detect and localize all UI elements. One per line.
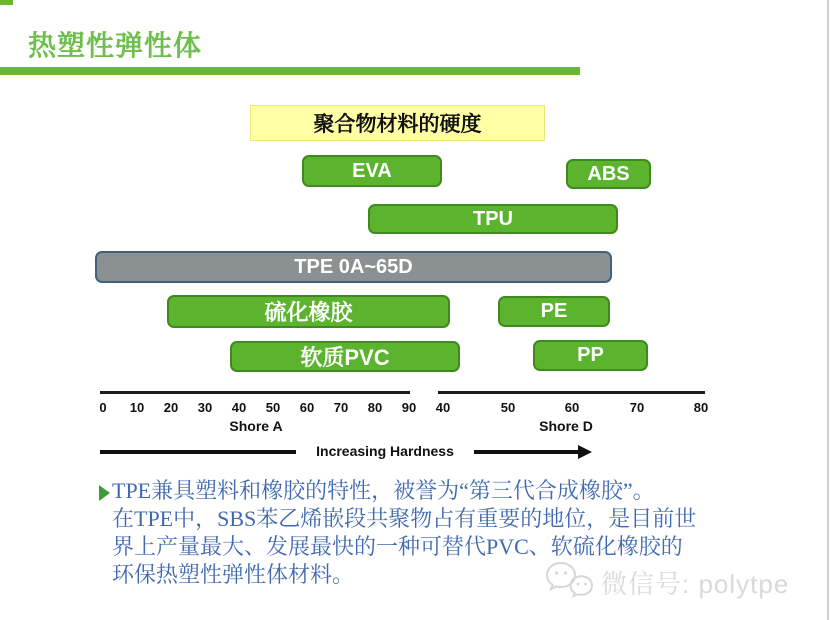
shore-a-tick: 90 [401,400,417,415]
hardness-arrow-label: Increasing Hardness [316,443,454,459]
bar-vulcanized-rubber: 硫化橡胶 [167,295,450,328]
shore-a-tick: 50 [265,400,281,415]
title-underline [0,67,580,75]
shore-d-tick: 80 [693,400,709,415]
wechat-icon [545,560,595,605]
body-line: TPE兼具塑料和橡胶的特性，被誉为“第三代合成橡胶”。 [112,478,655,503]
shore-d-tick: 50 [500,400,516,415]
chart-title: 聚合物材料的硬度 [313,113,482,136]
bar-pp: PP [533,340,648,371]
bar-tpu: TPU [368,204,618,234]
shore-a-tick: 60 [299,400,315,415]
bar-pe: PE [498,296,610,327]
shore-d-axis-line [438,391,705,394]
shore-d-tick: 40 [435,400,451,415]
shore-a-tick: 0 [99,400,107,415]
bar-soft-pvc: 软质PVC [230,341,460,372]
shore-d-tick: 70 [629,400,645,415]
chart-title-box [250,105,545,141]
shore-d-axis-label: Shore D [539,418,593,434]
slide-right-border [827,0,829,620]
body-line: 在TPE中，SBS苯乙烯嵌段共聚物占有重要的地位，是目前世 [112,506,697,531]
hardness-arrow-left-segment [100,450,296,454]
bar-eva: EVA [302,155,442,187]
bullet-triangle-icon [99,485,110,501]
shore-d-tick: 60 [564,400,580,415]
bar-abs: ABS [566,159,651,189]
corner-accent-mark [0,0,13,5]
watermark-text: 微信号: polytpe [601,569,790,599]
shore-a-tick: 10 [129,400,145,415]
shore-a-tick: 20 [163,400,179,415]
wechat-watermark [545,560,789,605]
hardness-arrow-right-segment [474,450,578,454]
shore-a-tick: 70 [333,400,349,415]
shore-a-axis-line [100,391,410,394]
body-line: 环保热塑性弹性体材料。 [112,562,355,587]
shore-a-axis-label: Shore A [229,418,283,434]
shore-a-tick: 80 [367,400,383,415]
body-line: 界上产量最大、发展最快的一种可替代PVC、软硫化橡胶的 [112,534,683,559]
bar-tpe: TPE 0A~65D [95,251,612,283]
slide-title: 热塑性弹性体 [28,30,203,61]
shore-a-tick: 30 [197,400,213,415]
shore-a-tick: 40 [231,400,247,415]
arrow-head-icon [578,445,592,459]
